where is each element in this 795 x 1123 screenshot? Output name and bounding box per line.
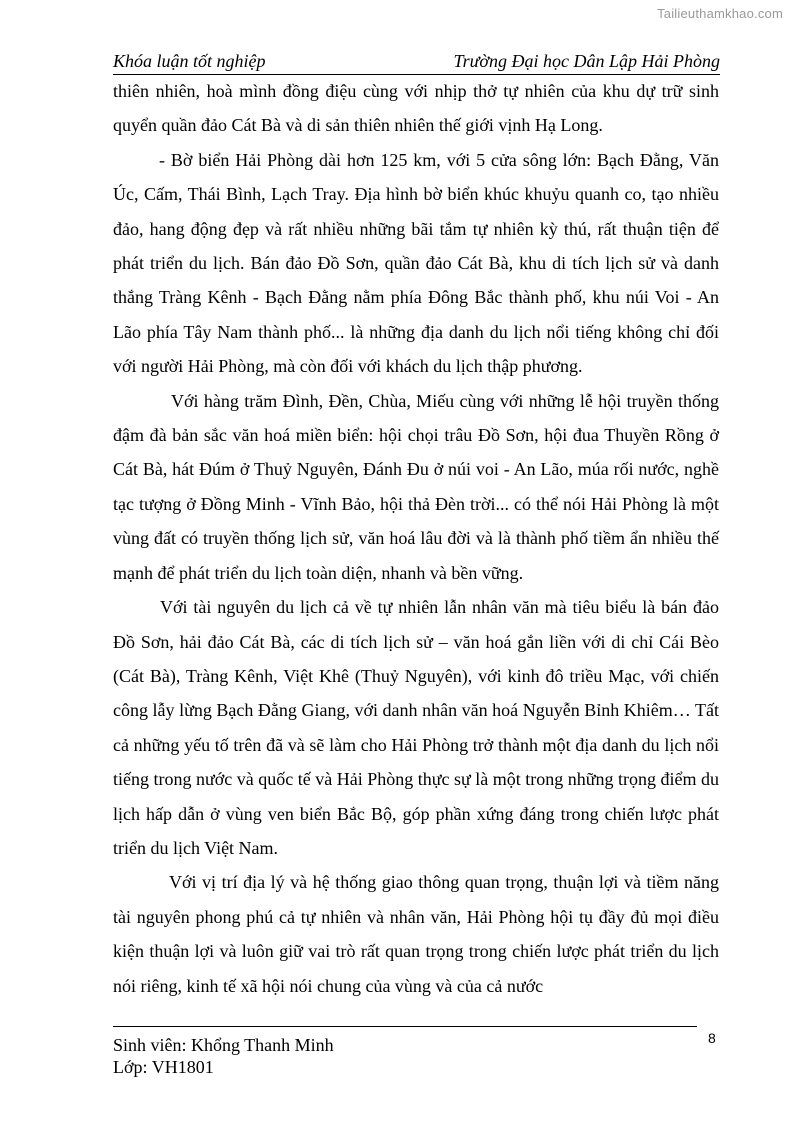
page-number: 8 (708, 1030, 716, 1046)
paragraph-2: - Bờ biển Hải Phòng dài hơn 125 km, với 5 cửa sông lớn: Bạch Đằng, Văn Úc, Cấm, Thái Bình, Lạch Tray. Địa hình bờ biển khúc khuỷu quanh co, tạo nhiều đảo, hang động đẹp và rất nhiều những bãi tắm tự nhiên kỳ thú, rất thuận tiện để phát triển du lịch. Bán đảo Đồ Sơn, quần đảo Cát Bà, khu di tích lịch sử và danh thắng Tràng Kênh - Bạch Đằng nằm phía Đông Bắc thành phố, khu núi Voi - An Lão phía Tây Nam thành phố... là những địa danh du lịch nổi tiếng không chỉ đối với người Hải Phòng, mà còn đối với khách du lịch thập phương. (113, 149, 719, 377)
footer-class: Lớp: VH1801 (113, 1057, 214, 1077)
page-header (113, 49, 720, 75)
paragraph-3: Với hàng trăm Đình, Đền, Chùa, Miếu cùng với những lễ hội truyền thống đậm đà bản sắc văn hoá miền biển: hội chọi trâu Đồ Sơn, hội đua Thuyền Rồng ở Cát Bà, hát Đúm ở Thuỷ Nguyên, Đánh Đu ở núi voi - An Lão, múa rối nước, nghề tạc tượng ở Đồng Minh - Vĩnh Bảo, hội thả Đèn trời... có thể nói Hải Phòng là một vùng đất có truyền thống lịch sử, văn hoá lâu đời và là thành phố tiềm ẩn nhiều thế mạnh để phát triển du lịch toàn diện, nhanh và bền vững. (113, 390, 719, 583)
header-thesis-title: Khóa luận tốt nghiệp (113, 51, 266, 71)
header-university: Trường Đại học Dân Lập Hải Phòng (453, 51, 720, 71)
watermark: Tailieuthamkhao.com (657, 6, 783, 21)
footer-rule (113, 1026, 697, 1027)
paragraph-5: Với vị trí địa lý và hệ thống giao thông quan trọng, thuận lợi và tiềm năng tài nguyên phong phú cả tự nhiên và nhân văn, Hải Phòng hội tụ đầy đủ mọi điều kiện thuận lợi và luôn giữ vai trò rất quan trọng trong chiến lược phát triển du lịch nói riêng, kinh tế xã hội nói chung của vùng và của cả nước (113, 872, 719, 996)
body-text (113, 74, 719, 1003)
footer-student: Sinh viên: Khổng Thanh Minh (113, 1035, 334, 1055)
paragraph-1: thiên nhiên, hoà mình đồng điệu cùng với nhịp thở tự nhiên của khu dự trữ sinh quyển quần đảo Cát Bà và di sản thiên nhiên thế giới vịnh Hạ Long. (113, 81, 719, 136)
paragraph-4: Với tài nguyên du lịch cả về tự nhiên lẫn nhân văn mà tiêu biểu là bán đảo Đồ Sơn, hải đảo Cát Bà, các di tích lịch sử – văn hoá gắn liền với di chỉ Cái Bèo (Cát Bà), Tràng Kênh, Việt Khê (Thuỷ Nguyên), với kinh đô triều Mạc, với chiến công lẫy lừng Bạch Đằng Giang, với danh nhân văn hoá Nguyễn Bỉnh Khiêm… Tất cả những yếu tố trên đã và sẽ làm cho Hải Phòng trở thành một địa danh du lịch nổi tiếng trong nước và quốc tế và Hải Phòng thực sự là một trong những trọng điểm du lịch hấp dẫn ở vùng ven biển Bắc Bộ, góp phần xứng đáng trong chiến lược phát triển du lịch Việt Nam. (113, 597, 719, 858)
page-footer (113, 1034, 334, 1078)
